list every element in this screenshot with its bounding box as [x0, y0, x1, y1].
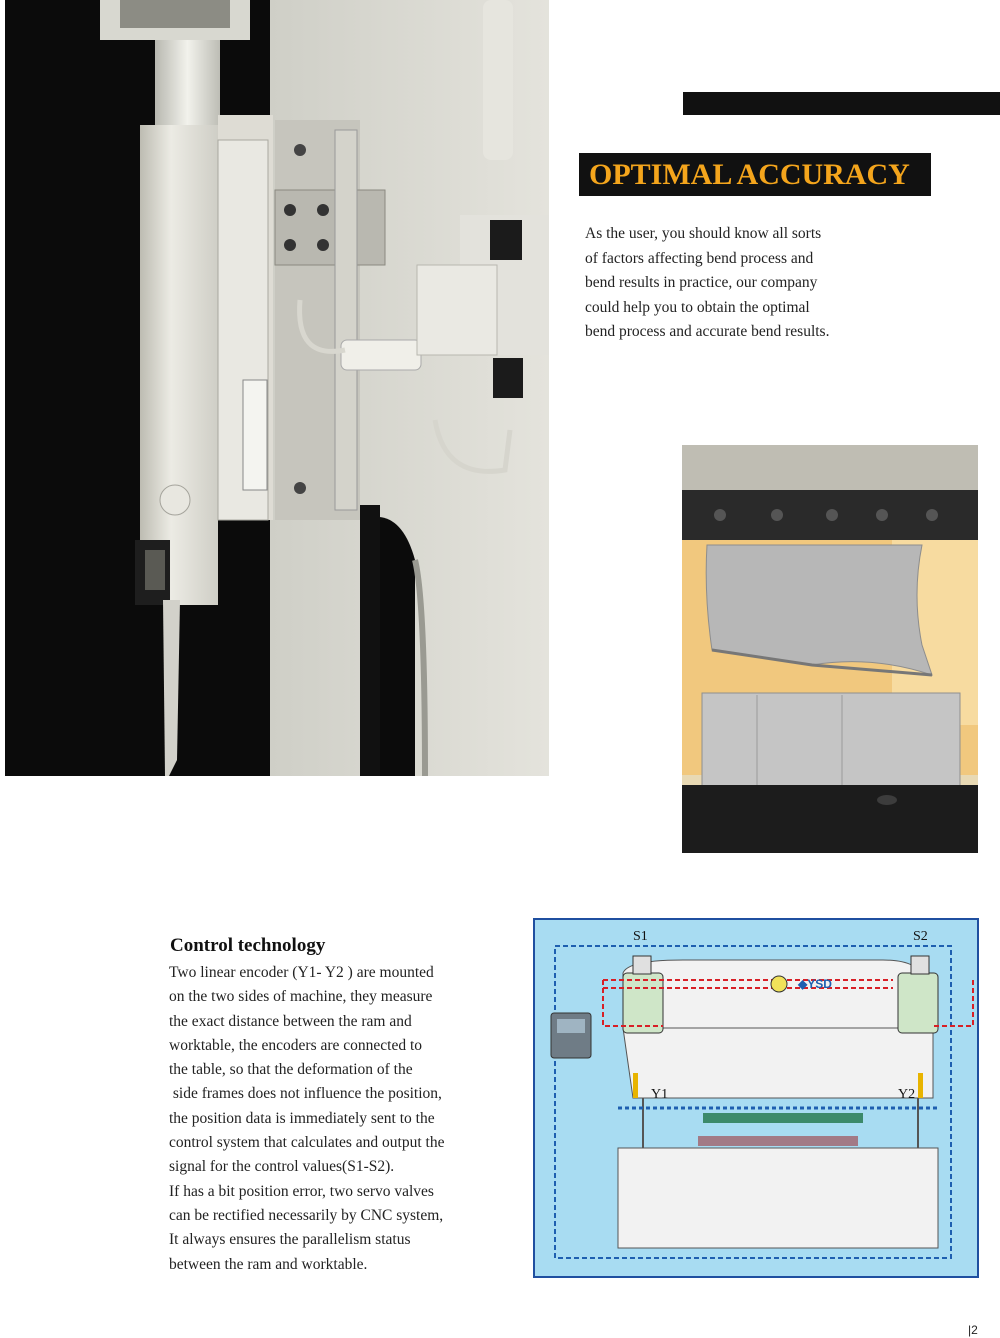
control-section-title: Control technology	[170, 935, 326, 956]
control-line: If has a bit position error, two servo valves	[169, 1182, 434, 1200]
encoder-photo	[5, 0, 549, 776]
control-line: the position data is immediately sent to the	[169, 1109, 435, 1127]
control-line: on the two sides of machine, they measure	[169, 988, 433, 1006]
control-line: can be rectified necessarily by CNC system,	[169, 1206, 444, 1224]
bending-result-photo	[682, 445, 978, 853]
intro-line: bend results in practice, our company	[585, 274, 818, 291]
s1-label: S1	[633, 929, 648, 944]
control-line: the table, so that the deformation of the	[169, 1061, 413, 1079]
control-paragraph	[169, 961, 479, 1277]
ram	[623, 1028, 933, 1098]
upper-beam	[623, 960, 923, 1028]
control-line: control system that calculates and output the	[169, 1134, 445, 1152]
right-cylinder	[898, 973, 938, 1033]
control-line: worktable, the encoders are connected to	[169, 1036, 423, 1054]
lower-die	[698, 1136, 858, 1146]
control-line: signal for the control values(S1-S2).	[169, 1158, 395, 1176]
s2-label: S2	[913, 929, 928, 944]
left-servo-valve	[633, 956, 651, 974]
y1-encoder	[633, 1073, 638, 1098]
upper-die	[703, 1113, 863, 1123]
left-cylinder	[623, 973, 663, 1033]
control-line: It always ensures the parallelism status	[169, 1231, 411, 1249]
control-diagram	[533, 918, 979, 1278]
page-number: |2	[968, 1323, 978, 1337]
intro-line: could help you to obtain the optimal	[585, 298, 810, 316]
control-line: Two linear encoder (Y1- Y2 ) are mounted	[169, 964, 434, 981]
control-line: between the ram and worktable.	[169, 1255, 368, 1273]
intro-line: of factors affecting bend process and	[585, 249, 814, 267]
worktable	[618, 1148, 938, 1248]
intro-paragraph	[585, 222, 853, 345]
brand-label: ◆YSD	[798, 977, 832, 991]
decorative-bar	[683, 92, 1000, 115]
intro-line: bend process and accurate bend results.	[585, 323, 830, 340]
y1-label: Y1	[651, 1087, 669, 1102]
control-line: side frames does not influence the position,	[169, 1085, 442, 1103]
y2-encoder	[918, 1073, 923, 1098]
control-line: the exact distance between the ram and	[169, 1012, 412, 1030]
pump-icon	[771, 976, 787, 992]
y2-label: Y2	[898, 1087, 916, 1102]
right-servo-valve	[911, 956, 929, 974]
page-heading: OPTIMAL ACCURACY	[589, 158, 910, 191]
intro-line: As the user, you should know all sorts	[585, 225, 822, 242]
